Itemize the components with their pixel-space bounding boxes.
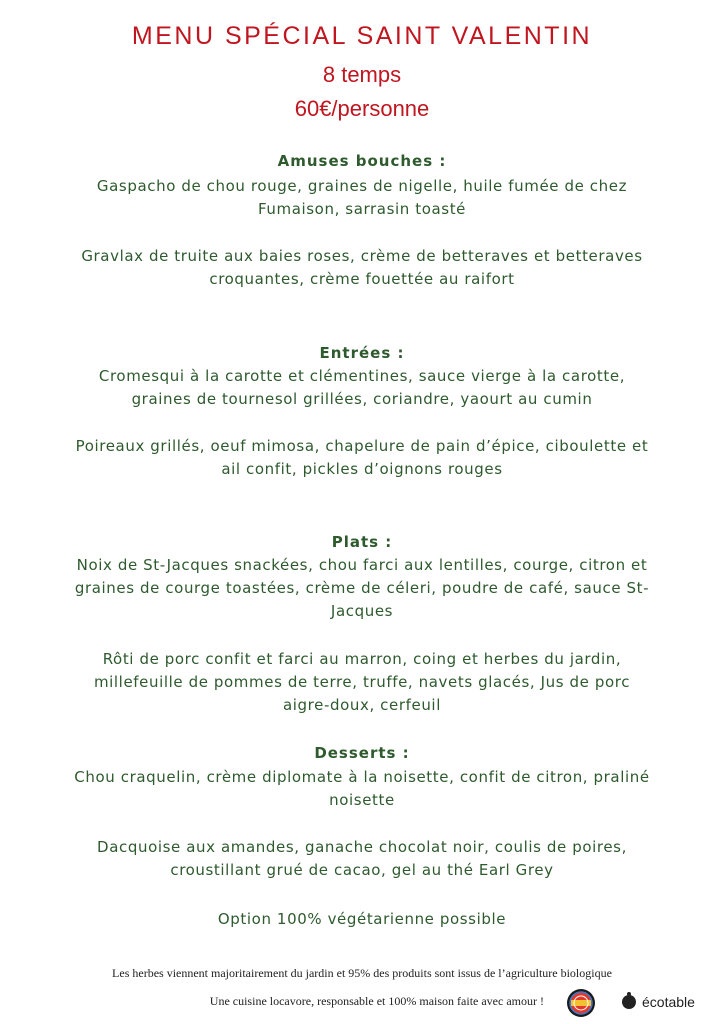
- dish-line: graines de tournesol grillées, coriandre, yaourt au cumin: [131, 390, 593, 408]
- dish-line: noisette: [329, 791, 395, 809]
- dish-line: Poireaux grillés, oeuf mimosa, chapelure de pain d’épice, ciboulette et: [75, 437, 649, 455]
- dish-line: graines de courge toastées, crème de céleri, poudre de café, sauce St-: [74, 579, 650, 597]
- dish-roti-porc: [20, 648, 704, 717]
- dish-line: Noix de St-Jacques snackées, chou farci aux lentilles, courge, citron et: [76, 556, 648, 574]
- vegetarian-option: Option 100% végétarienne possible: [217, 910, 507, 928]
- dish-line: Jacques: [330, 602, 394, 620]
- section-title-entrees: Entrées :: [319, 344, 405, 362]
- dish-line: croquantes, crème fouettée au raifort: [209, 270, 515, 288]
- menu-course-count: 8 temps: [322, 62, 402, 87]
- dish-cromesqui: [20, 365, 704, 411]
- dish-line: Chou craquelin, crème diplomate à la noisette, confit de citron, praliné: [74, 768, 650, 786]
- footer-line-herbs: Les herbes viennent majoritairement du jardin et 95% des produits sont issus de l’agriculture biologique: [112, 966, 612, 980]
- dish-dacquoise: [20, 836, 704, 882]
- dish-line: Rôti de porc confit et farci au marron, coing et herbes du jardin,: [102, 650, 622, 668]
- dish-line: ail confit, pickles d’oignons rouges: [221, 460, 503, 478]
- dish-line: croustillant grué de cacao, gel au thé Earl Grey: [170, 861, 554, 879]
- ecotable-logo: [622, 990, 695, 1014]
- section-title-desserts: Desserts :: [314, 744, 410, 762]
- section-title-amuses-bouches: Amuses bouches :: [277, 152, 447, 170]
- menu-title: MENU SPÉCIAL SAINT VALENTIN: [131, 22, 593, 50]
- dish-line: Dacquoise aux amandes, ganache chocolat noir, coulis de poires,: [97, 838, 627, 856]
- footer-line-cuisine: Une cuisine locavore, responsable et 100% maison faite avec amour !: [209, 994, 544, 1008]
- ecotable-logo-text: écotable: [642, 994, 695, 1010]
- dish-chou-craquelin: [20, 766, 704, 812]
- ecotable-leaf-icon: [622, 995, 636, 1009]
- dish-line: millefeuille de pommes de terre, truffe, navets glacés, Jus de porc: [93, 673, 631, 691]
- dish-poireaux: [20, 435, 704, 481]
- dish-line: Fumaison, sarrasin toasté: [257, 200, 467, 218]
- dish-gravlax: [20, 245, 704, 291]
- dish-line: Cromesqui à la carotte et clémentines, sauce vierge à la carotte,: [98, 367, 626, 385]
- dish-gaspacho: [20, 175, 704, 221]
- section-title-plats: Plats :: [331, 533, 393, 551]
- dish-line: Gravlax de truite aux baies roses, crème de betteraves et betteraves: [81, 247, 643, 265]
- dish-line: aigre-doux, cerfeuil: [283, 696, 441, 714]
- restaurant-seal-icon: [566, 988, 596, 1018]
- dish-st-jacques: [20, 554, 704, 623]
- menu-price: 60€/personne: [294, 96, 430, 121]
- dish-line: Gaspacho de chou rouge, graines de nigelle, huile fumée de chez: [96, 177, 628, 195]
